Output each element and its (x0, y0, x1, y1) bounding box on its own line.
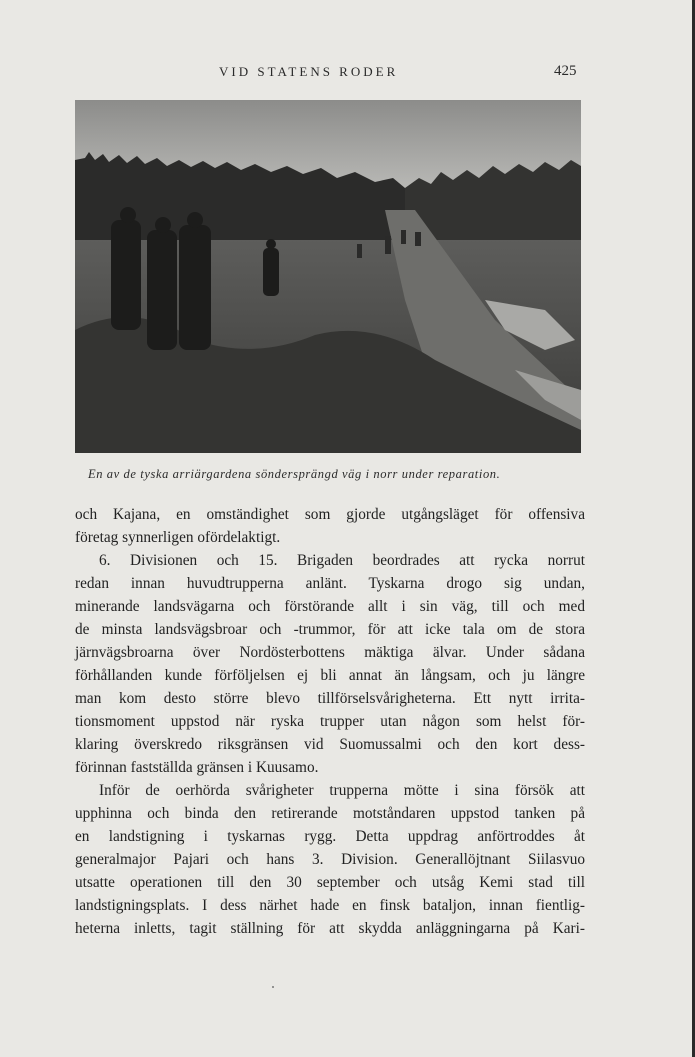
text-line: en landstigning i tyskarnas rygg. Detta uppdrag anförtroddes åt (75, 828, 585, 845)
text-line: järnvägsbroarna över Nordösterbottens mäktiga älvar. Under sådana (75, 644, 585, 661)
soldier-head (155, 217, 171, 233)
text-line: upphinna och binda den retirerande motståndaren uppstod tanken på (75, 805, 585, 822)
soldier (263, 248, 279, 296)
text-line: företag synnerligen ofördelaktigt. (75, 529, 281, 546)
text-line: och Kajana, en omständighet som gjorde utgångsläget för offensiva (75, 506, 585, 523)
running-head: VID STATENS RODER (219, 64, 399, 79)
photo-illustration (75, 100, 581, 453)
soldier (147, 230, 177, 350)
soldier-head (120, 207, 136, 223)
text-line: tionsmoment uppstod när ryska trupper utan någon som helst för- (75, 713, 585, 730)
body-text (75, 503, 585, 940)
text-line: redan innan huvudtrupperna anlänt. Tyskarna drogo sig undan, (75, 575, 585, 592)
photo-destroyed-road (75, 100, 581, 453)
photo-caption: En av de tyska arriärgardena söndersprängd väg i norr under reparation. (88, 467, 501, 481)
text-line: utsatte operationen till den 30 september och utsåg Kemi stad till (75, 874, 585, 891)
text-line: landstigningsplats. I dess närhet hade en finsk bataljon, innan fientlig- (75, 897, 585, 914)
text-line: klaring överskredo riksgränsen vid Suomussalmi och den kort dess- (75, 736, 585, 753)
text-line: minerande landsvägarna och förstörande allt i sin väg, till och med (75, 598, 585, 615)
soldier-head (187, 212, 203, 228)
soldier (179, 225, 211, 350)
text-line: Inför de oerhörda svårigheter trupperna mötte i sina försök att (99, 782, 585, 799)
page-number: 425 (554, 63, 577, 79)
text-line: förinnan fastställda gränsen i Kuusamo. (75, 759, 319, 776)
soldier (111, 220, 141, 330)
text-line: generalmajor Pajari och hans 3. Division. Generallöjtnant Siilasvuo (75, 851, 585, 868)
text-line: 6. Divisionen och 15. Brigaden beordrades att rycka norrut (99, 552, 585, 569)
text-line: förhållanden kunde förföljelsen ej bli annat än långsam, och ju längre (75, 667, 585, 684)
text-line: man kom desto större blevo tillförselsvårigheterna. Ett nytt irrita- (75, 690, 585, 707)
text-line: de minsta landsvägsbroar och -trummor, för att icke tala om de stora (75, 621, 585, 638)
paper-speck (272, 986, 274, 988)
text-line: heterna inletts, tagit ställning för att skydda anläggningarna på Kari- (75, 920, 585, 937)
soldier-head (266, 239, 276, 249)
